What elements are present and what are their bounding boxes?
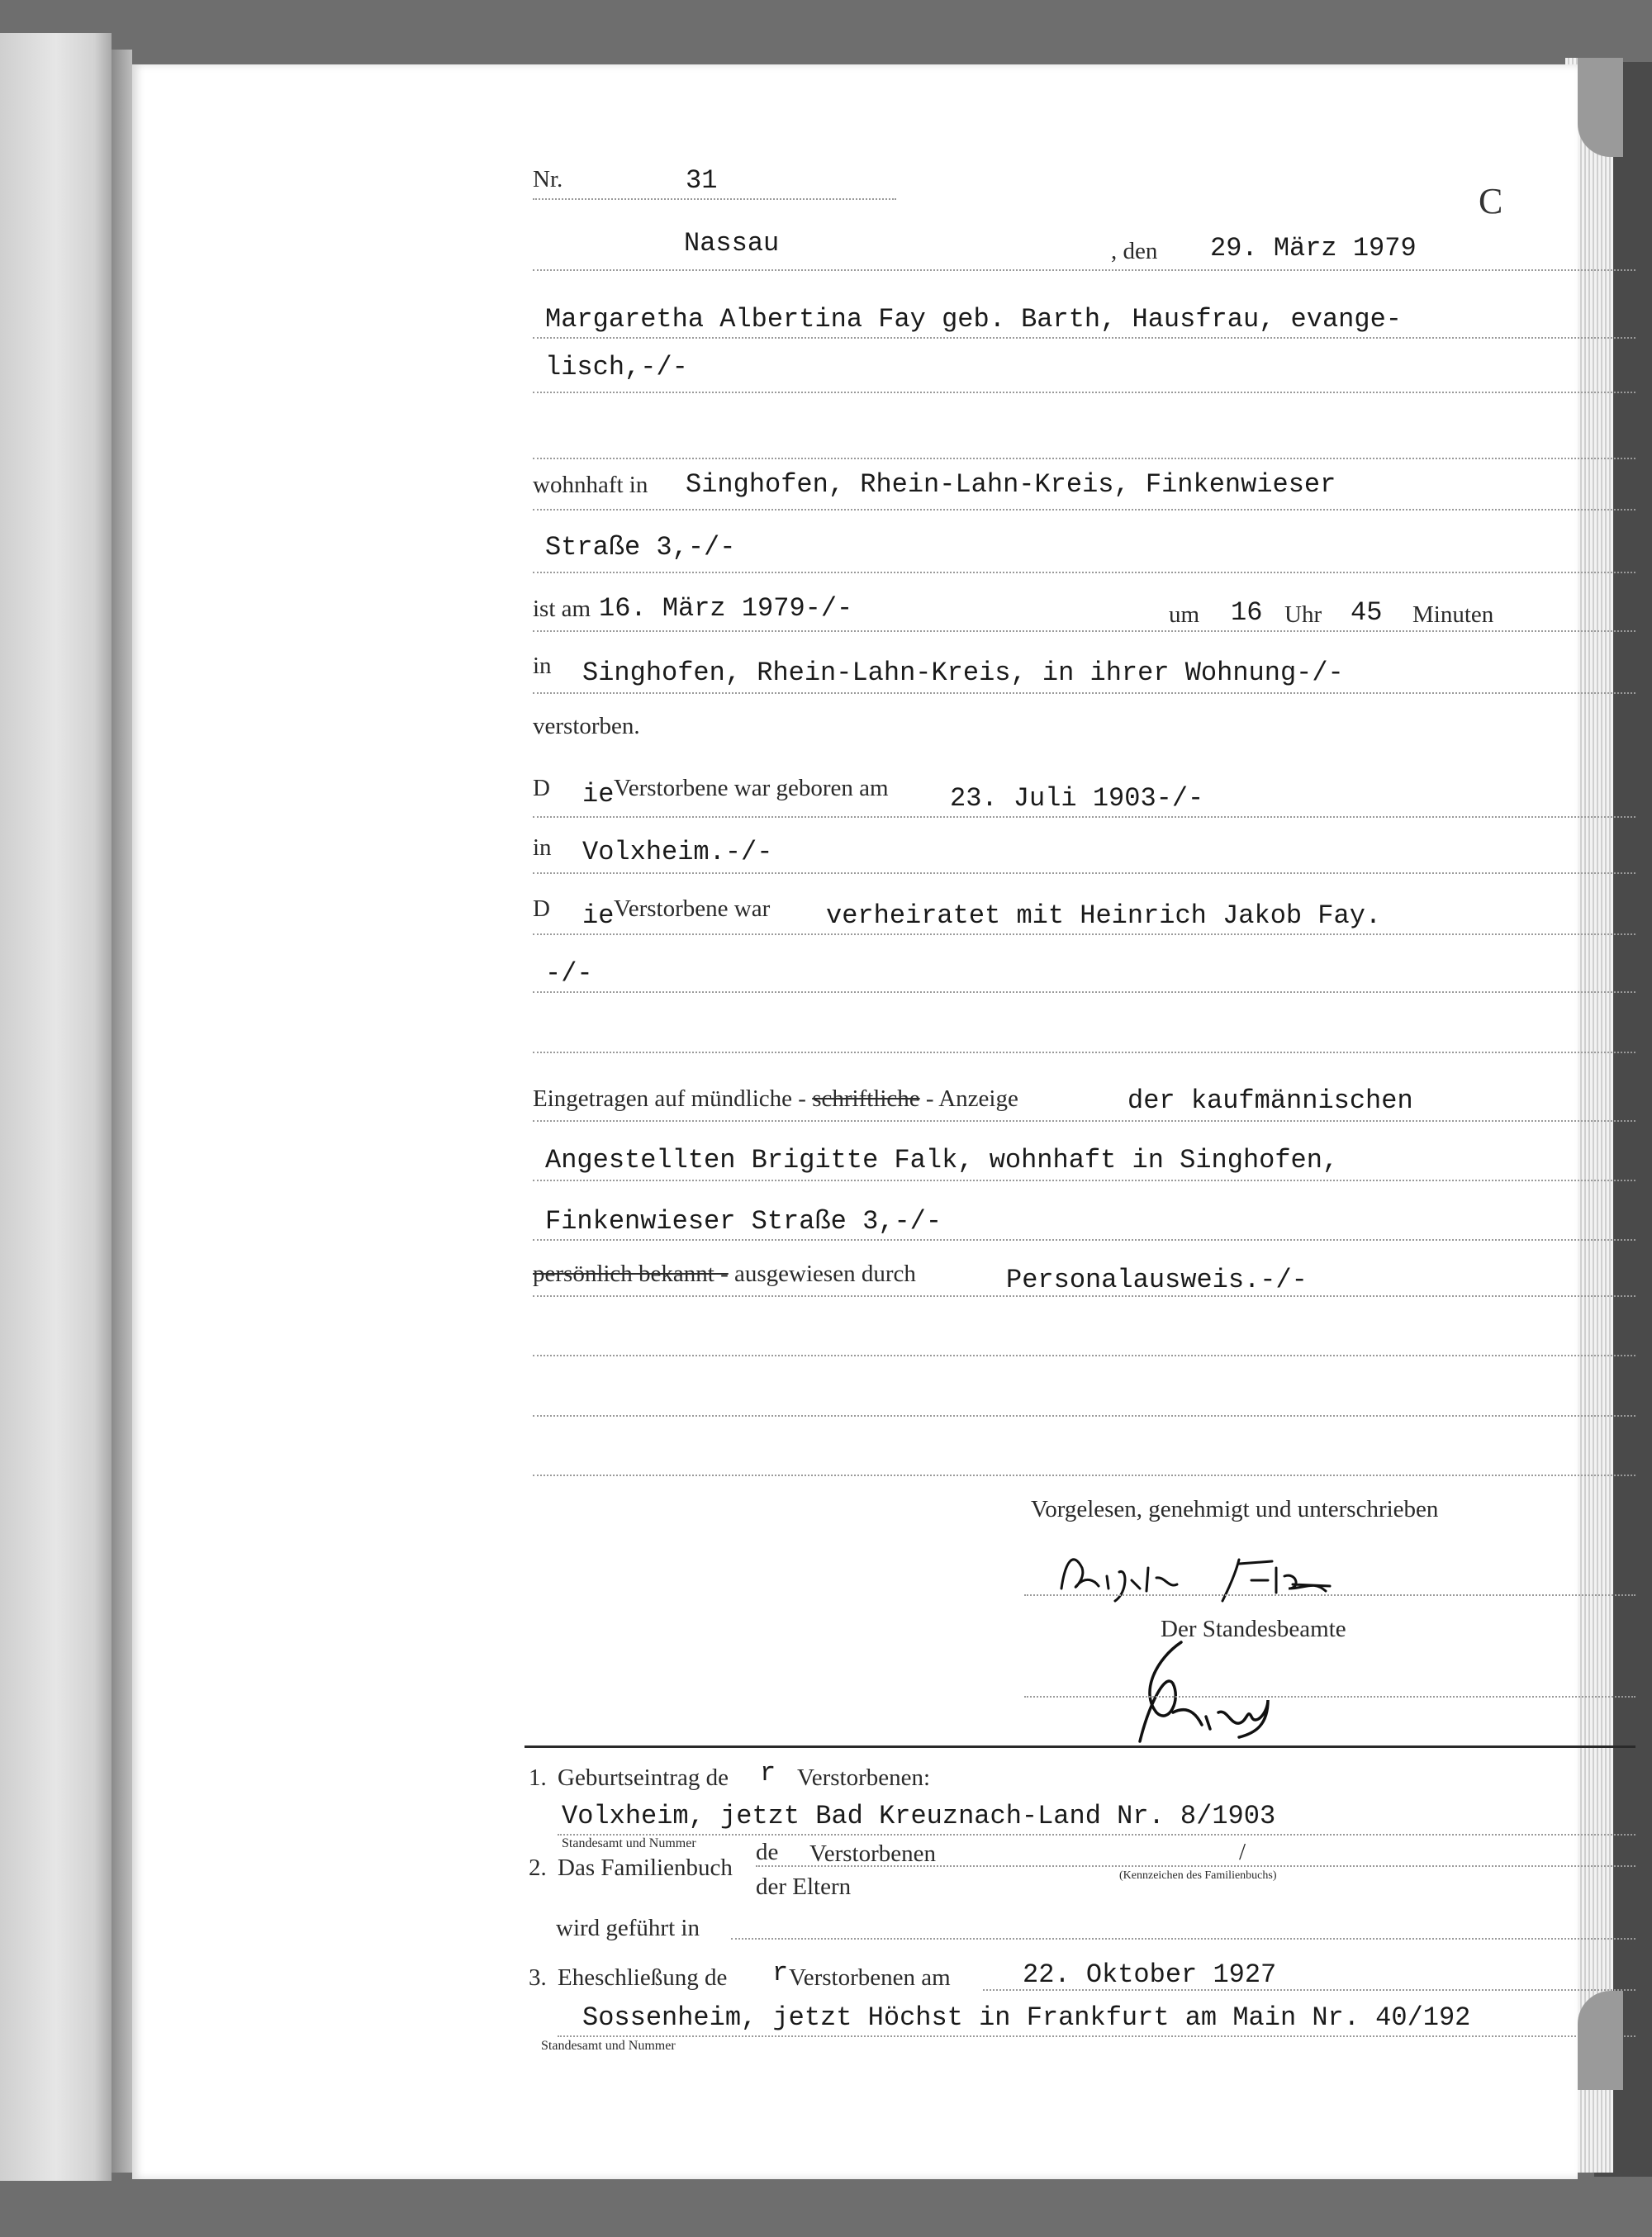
minuten-label: Minuten: [1412, 601, 1494, 628]
residence-rule-1: [533, 509, 1635, 511]
item-3-label-a: Eheschließung de: [558, 1964, 728, 1991]
registry-date: 29. März 1979: [1210, 233, 1417, 264]
marital-label: Verstorbene war: [614, 895, 771, 922]
form-letter: C: [1479, 181, 1503, 221]
verstorben-label: verstorben.: [533, 713, 640, 739]
uhr-label: Uhr: [1284, 601, 1322, 628]
death-place: Singhofen, Rhein-Lahn-Kreis, in ihrer Wohnung-/-: [582, 658, 1344, 688]
item-2-rule: [756, 1865, 1635, 1867]
identification-label-struck: persönlich bekannt -: [533, 1261, 729, 1287]
death-date-rule: [533, 630, 1635, 632]
marital-rule-2: [533, 991, 1635, 993]
item-1-value: Volxheim, jetzt Bad Kreuznach-Land Nr. 8/1903: [562, 1801, 1276, 1831]
item-1-label-b: Verstorbenen:: [797, 1764, 931, 1791]
death-in-label: in: [533, 653, 552, 679]
read-approved-label: Vorgelesen, genehmigt und unterschrieben: [1031, 1496, 1439, 1522]
informant-line-3: Finkenwieser Straße 3,-/-: [545, 1206, 942, 1237]
den-label: , den: [1111, 238, 1158, 264]
book-left-page-edge: [0, 33, 112, 2181]
nr-label: Nr.: [533, 166, 563, 192]
marital-d-label: D: [533, 895, 550, 922]
item-3-value: Sossenheim, jetzt Höchst in Frankfurt am Main Nr. 40/192: [582, 2002, 1471, 2033]
item-1-sub: Standesamt und Nummer: [562, 1836, 696, 1850]
identification-label-text: ausgewiesen durch: [734, 1261, 916, 1287]
name-rule-3: [533, 458, 1635, 459]
item-2-de: de: [756, 1839, 779, 1865]
marital-rule-1: [533, 933, 1635, 935]
registry-place: Nassau: [684, 228, 780, 259]
item-1-number: 1.: [529, 1764, 547, 1791]
marital-continuation: -/-: [545, 958, 593, 989]
birth-date-rule: [533, 816, 1635, 818]
item-2-slash: /: [1239, 1839, 1246, 1865]
informant-signature: [1049, 1543, 1396, 1609]
marital-status: verheiratet mit Heinrich Jakob Fay.: [826, 900, 1382, 931]
report-label: [533, 1085, 1018, 1113]
residence-line-2: Straße 3,-/-: [545, 532, 736, 563]
nr-rule: [533, 198, 896, 200]
identification-value: Personalausweis.-/-: [1006, 1265, 1308, 1295]
name-rule-2: [533, 392, 1635, 393]
corner-protector-bottom: [1578, 1991, 1623, 2090]
deceased-name-line-2: lisch,-/-: [545, 352, 688, 382]
death-place-rule: [533, 692, 1635, 694]
identification-label: [533, 1261, 916, 1288]
deceased-name-line-1: Margaretha Albertina Fay geb. Barth, Hausfrau, evange-: [545, 304, 1402, 335]
footer-separator: [525, 1745, 1635, 1748]
report-rule-1: [533, 1120, 1635, 1122]
corner-protector-top: [1578, 58, 1623, 157]
informant-signature-rule: [1024, 1594, 1635, 1596]
item-3-number: 3.: [529, 1964, 547, 1991]
blank-rule-3: [533, 1475, 1635, 1476]
marital-ie-fill: ie: [582, 900, 615, 931]
item-3-date-rule: [983, 1989, 1635, 1991]
report-label-prefix: Eingetragen auf mündliche -: [533, 1085, 806, 1112]
residence-label: wohnhaft in: [533, 472, 648, 498]
report-rule-2: [533, 1180, 1635, 1181]
informant-line-1: der kaufmännischen: [1127, 1085, 1413, 1116]
date-rule: [533, 269, 1635, 271]
item-2-number: 2.: [529, 1855, 547, 1881]
entry-number: 31: [686, 165, 718, 196]
item-2-label: Das Familienbuch: [558, 1855, 733, 1881]
item-1-fill: r: [760, 1758, 776, 1788]
death-minute: 45: [1351, 597, 1383, 628]
report-label-suffix: - Anzeige: [925, 1085, 1018, 1112]
item-3-sub: Standesamt und Nummer: [541, 2039, 676, 2053]
blank-rule-1: [533, 1355, 1635, 1356]
item-2-sub: (Kennzeichen des Familienbuchs): [1119, 1869, 1277, 1882]
marital-rule-3: [533, 1052, 1635, 1053]
residence-rule-2: [533, 572, 1635, 573]
book-spine: [112, 50, 132, 2173]
item-3-date: 22. Oktober 1927: [1023, 1959, 1277, 1990]
item-3-rule: [558, 2035, 1635, 2037]
register-page: [132, 64, 1578, 2179]
birth-ie-fill: ie: [582, 779, 615, 810]
um-label: um: [1169, 601, 1200, 628]
item-2-wird-rule: [731, 1938, 1635, 1940]
item-2-option-parents: der Eltern: [756, 1874, 852, 1900]
report-label-struck: schriftliche: [812, 1085, 920, 1112]
ist-am-label: ist am: [533, 596, 591, 622]
birth-in-label: in: [533, 834, 552, 861]
death-hour: 16: [1231, 597, 1263, 628]
registrar-signature-rule: [1024, 1696, 1635, 1698]
item-1-label-a: Geburtseintrag de: [558, 1764, 729, 1791]
birth-date: 23. Juli 1903-/-: [950, 783, 1204, 814]
report-rule-3: [533, 1239, 1635, 1241]
informant-line-2: Angestellten Brigitte Falk, wohnhaft in Singhofen,: [545, 1145, 1339, 1175]
residence-line-1: Singhofen, Rhein-Lahn-Kreis, Finkenwieser: [686, 469, 1336, 500]
birth-place: Volxheim.-/-: [582, 837, 773, 867]
death-date: 16. März 1979-/-: [599, 593, 853, 624]
birth-place-rule: [533, 872, 1635, 874]
item-2-wird-label: wird geführt in: [556, 1915, 700, 1941]
registrar-label: Der Standesbeamte: [1161, 1616, 1346, 1642]
item-3-fill: r: [772, 1958, 789, 1988]
birth-d-label: D: [533, 775, 550, 801]
item-2-option-deceased: Verstorbenen: [809, 1840, 937, 1867]
name-rule-1: [533, 337, 1635, 339]
item-3-label-b: Verstorbenen am: [789, 1964, 951, 1991]
item-1-rule: [558, 1834, 1635, 1836]
blank-rule-2: [533, 1415, 1635, 1417]
birth-label: Verstorbene war geboren am: [614, 775, 889, 801]
identification-rule: [533, 1295, 1635, 1297]
